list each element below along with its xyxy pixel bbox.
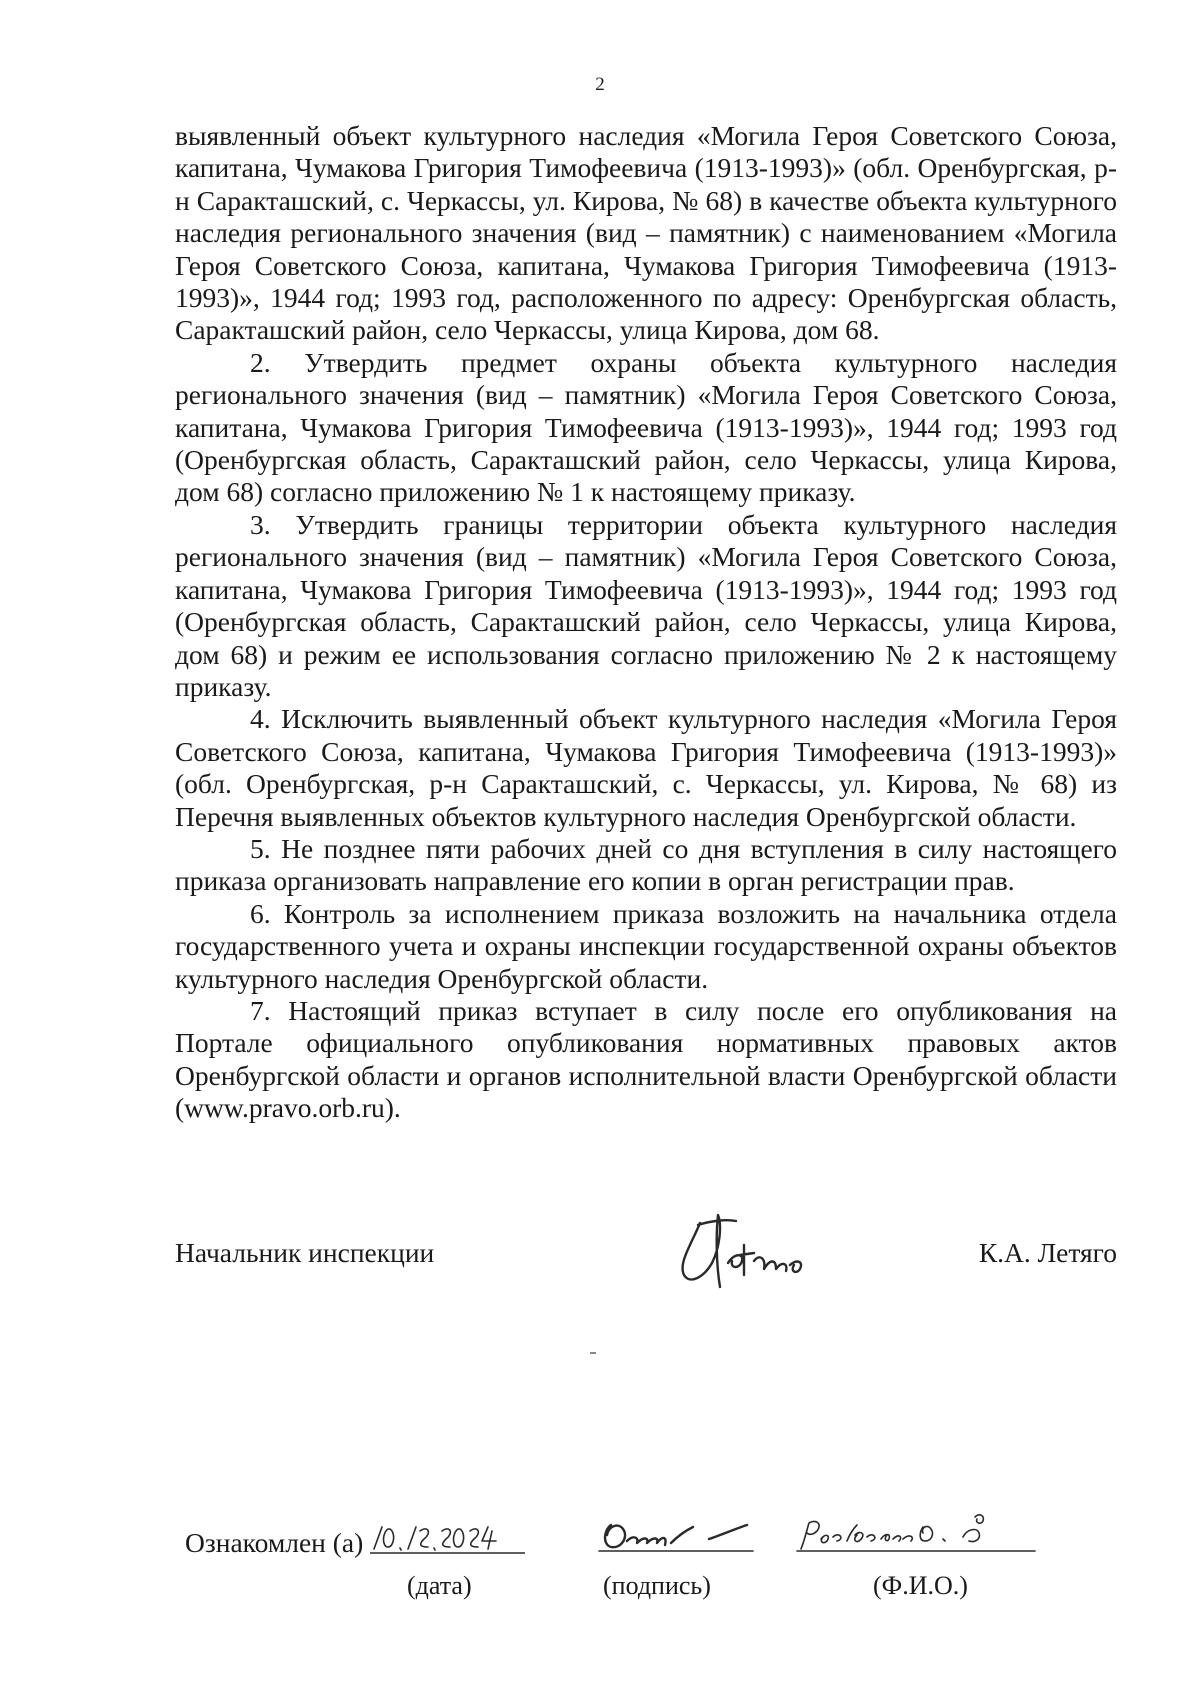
acknowledgement-label: Ознакомлен (а) xyxy=(185,1527,364,1558)
handwritten-fio-icon xyxy=(795,1509,1095,1557)
signature-caption: (подпись) xyxy=(603,1571,711,1600)
handwritten-signature-icon xyxy=(670,1203,830,1299)
paragraph-7: 7. Настоящий приказ вступает в силу после его опубликования на Портале официального опубликования нормативных правовых актов Оренбургской области и органов исполнительной власти Оренбургской области (www.pravo.orb.ru). xyxy=(175,994,1117,1124)
paragraph-6: 6. Контроль за исполнением приказа возложить на начальника отдела государственного учета и охраны инспекции государственной охраны объектов культурного наследия Оренбургской области. xyxy=(175,897,1117,994)
date-caption: (дата) xyxy=(407,1571,472,1600)
paragraph-5: 5. Не позднее пяти рабочих дней со дня вступления в силу настоящего приказа организовать направление его копии в орган регистрации прав. xyxy=(175,832,1117,897)
signatory-name: К.А. Летяго xyxy=(978,1237,1117,1268)
order-body xyxy=(175,120,1117,1125)
paragraph-2: 2. Утвердить предмет охраны объекта культурного наследия регионального значения (вид – памятник) «Могила Героя Советского Союза, капитана, Чумакова Григория Тимофеевича (1913-1993)», 1944 год; 1993 год (Оренбургская область, Саракташский район, село Черкассы, улица Кирова, дом 68) согласно приложению № 1 к настоящему приказу. xyxy=(175,346,1117,508)
paragraph-4: 4. Исключить выявленный объект культурного наследия «Могила Героя Советского Союза, капитана, Чумакова Григория Тимофеевича (1913-1993)» (обл. Оренбургская, р-н Саракташский, с. Черкассы, ул. Кирова, № 68) из Перечня выявленных объектов культурного наследия Оренбургской области. xyxy=(175,703,1117,832)
handwritten-acknowledgement-signature-icon xyxy=(597,1515,755,1557)
scan-speck xyxy=(590,1352,596,1354)
paragraph-1-continuation: выявленный объект культурного наследия «Могила Героя Советского Союза, капитана, Чумакова Григория Тимофеевича (1913-1993)» (обл. Оренбургская, р-н Саракташский, с. Черкассы, ул. Кирова, № 68) в качестве объекта культурного наследия регионального значения (вид – памятник) с наименованием «Могила Героя Советского Союза, капитана, Чумакова Григория Тимофеевича (1913-1993)», 1944 год; 1993 год, расположенного по адресу: Оренбургская область, Саракташский район, село Черкассы, улица Кирова, дом 68. xyxy=(175,120,1117,346)
handwritten-date-icon xyxy=(370,1519,525,1557)
signatory-position: Начальник инспекции xyxy=(175,1237,435,1268)
fio-caption: (Ф.И.О.) xyxy=(873,1571,968,1600)
page-number: 2 xyxy=(595,74,605,95)
paragraph-3: 3. Утвердить границы территории объекта культурного наследия регионального значения (вид – памятник) «Могила Героя Советского Союза, капитана, Чумакова Григория Тимофеевича (1913-1993)», 1944 год; 1993 год (Оренбургская область, Саракташский район, село Черкассы, улица Кирова, дом 68) и режим ее использования согласно приложению № 2 к настоящему приказу. xyxy=(175,508,1117,702)
acknowledgement-block xyxy=(185,1515,1115,1615)
signature-block xyxy=(175,1225,1117,1315)
